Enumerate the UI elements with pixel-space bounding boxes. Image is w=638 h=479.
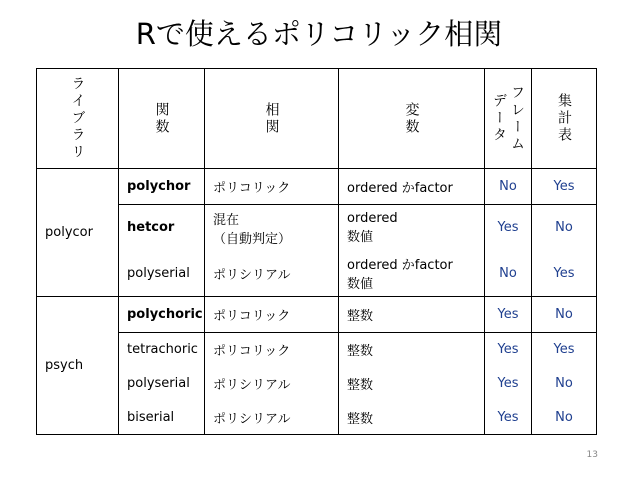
header-dataframe xyxy=(485,69,532,169)
variable-line1: ordered xyxy=(347,210,398,226)
function-cell: hetcor xyxy=(119,205,205,251)
table-row xyxy=(37,205,597,251)
function-cell: tetrachoric xyxy=(119,333,205,367)
table-row xyxy=(37,169,597,205)
correlation-cell: ポリコリック xyxy=(205,333,339,367)
correlation-table xyxy=(36,68,597,435)
header-library xyxy=(37,69,119,169)
page-number: 13 xyxy=(586,450,598,460)
aggregate-cell: No xyxy=(532,205,597,251)
function-cell: polychoric xyxy=(119,297,205,333)
dataframe-cell: Yes xyxy=(485,205,532,251)
aggregate-cell: Yes xyxy=(532,169,597,205)
correlation-cell: ポリシリアル xyxy=(205,401,339,435)
variable-cell: 整数 xyxy=(339,297,485,333)
variable-cell xyxy=(339,205,485,251)
correlation-cell: ポリシリアル xyxy=(205,367,339,401)
table-row xyxy=(37,333,597,367)
aggregate-cell: No xyxy=(532,367,597,401)
header-dataframe-line1: データ xyxy=(491,93,507,144)
header-function xyxy=(119,69,205,169)
header-aggregate xyxy=(532,69,597,169)
function-cell: biserial xyxy=(119,401,205,435)
aggregate-cell: Yes xyxy=(532,333,597,367)
dataframe-cell: Yes xyxy=(485,401,532,435)
correlation-line1: 混在 xyxy=(213,212,240,228)
library-cell: polycor xyxy=(37,169,119,297)
table-row xyxy=(37,251,597,297)
dataframe-cell: No xyxy=(485,251,532,297)
variable-line2: 数値 xyxy=(347,277,374,293)
dataframe-cell: Yes xyxy=(485,333,532,367)
aggregate-cell: Yes xyxy=(532,251,597,297)
header-library-label: ライブラリ xyxy=(69,76,86,161)
header-dataframe-line2: フレーム xyxy=(509,84,525,153)
table-row xyxy=(37,401,597,435)
variable-cell: ordered かfactor xyxy=(339,169,485,205)
header-row xyxy=(37,69,597,169)
table-row xyxy=(37,297,597,333)
correlation-cell: ポリコリック xyxy=(205,169,339,205)
header-variable xyxy=(339,69,485,169)
library-cell: psych xyxy=(37,297,119,435)
header-variable-label: 変数 xyxy=(403,101,420,136)
dataframe-cell: Yes xyxy=(485,367,532,401)
header-aggregate-label: 集計表 xyxy=(556,93,572,144)
function-cell: polychor xyxy=(119,169,205,205)
header-function-label: 関数 xyxy=(153,101,170,136)
variable-cell: 整数 xyxy=(339,367,485,401)
correlation-cell xyxy=(205,205,339,251)
dataframe-cell: Yes xyxy=(485,297,532,333)
table-row xyxy=(37,367,597,401)
variable-cell: 整数 xyxy=(339,401,485,435)
correlation-line2: （自動判定） xyxy=(213,231,292,247)
function-cell: polyserial xyxy=(119,251,205,297)
aggregate-cell: No xyxy=(532,297,597,333)
slide-title: Rで使えるポリコリック相関 xyxy=(135,17,503,51)
variable-cell: 整数 xyxy=(339,333,485,367)
aggregate-cell: No xyxy=(532,401,597,435)
correlation-cell: ポリシリアル xyxy=(205,251,339,297)
header-correlation xyxy=(205,69,339,169)
variable-line2: 数値 xyxy=(347,229,374,245)
header-correlation-label: 相関 xyxy=(263,101,280,136)
variable-line1: ordered かfactor xyxy=(347,258,453,274)
correlation-cell: ポリコリック xyxy=(205,297,339,333)
dataframe-cell: No xyxy=(485,169,532,205)
function-cell: polyserial xyxy=(119,367,205,401)
variable-cell xyxy=(339,251,485,297)
